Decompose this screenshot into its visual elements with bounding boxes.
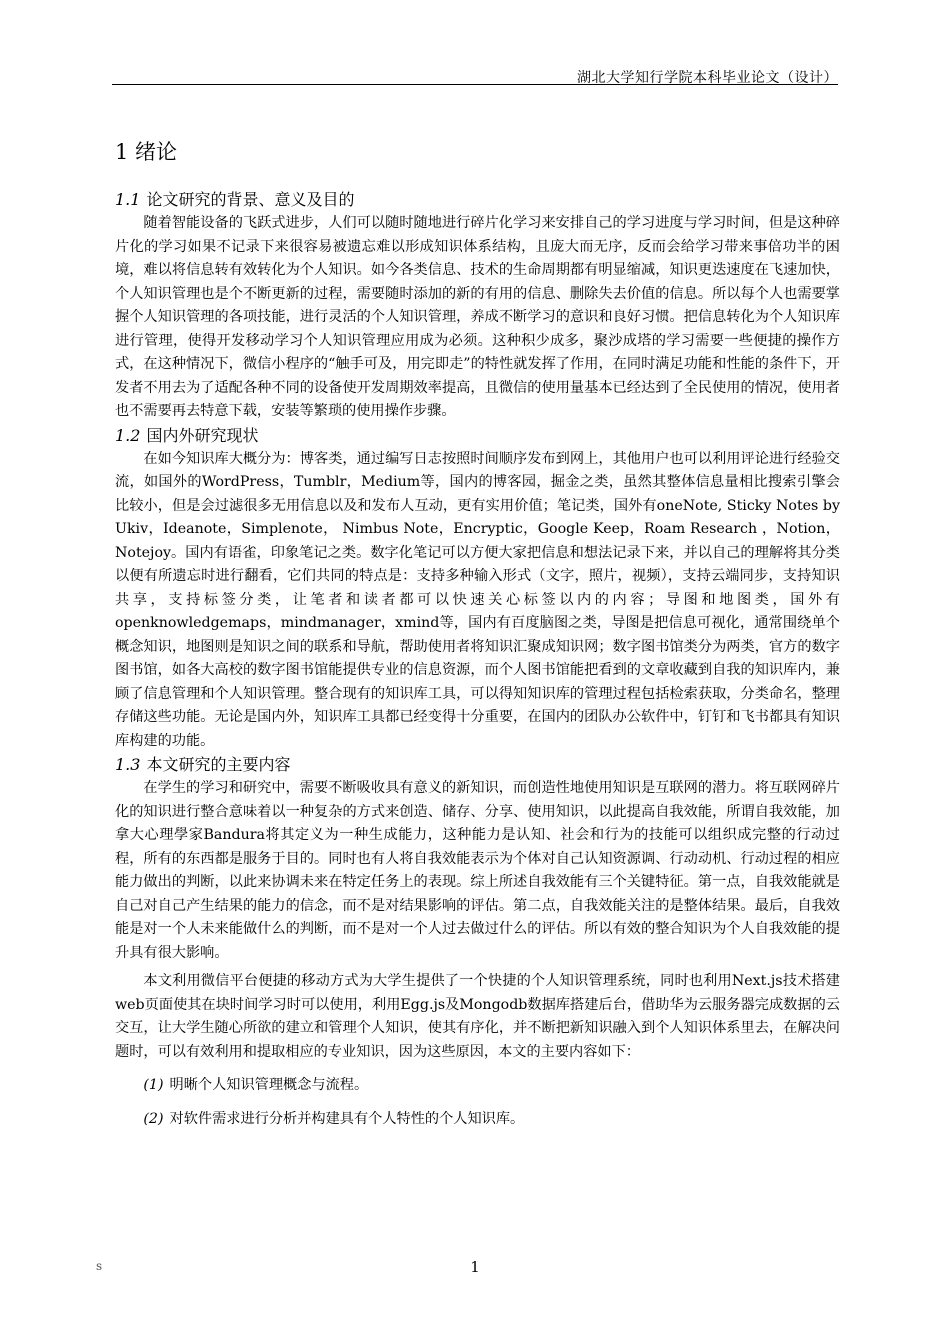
paragraph: 本文利用微信平台便捷的移动方式为大学生提供了一个快捷的个人知识管理系统，同时也利用Next.js技术搭建web页面使其在块时间学习时可以使用，利用Egg.js及Mongodb数据库搭建后台，借助华为云服务器完成数据的云交互，让大学生随心所欲的建立和管理个人知识，使其有序化，并不断把新知识融入到个人知识体系里去，在解决问题时，可以有效利用和提取相应的专业知识，因为这些原因，本文的主要内容如下： [115,973,840,1060]
list-item-number: (1) [143,1077,164,1093]
list-item [115,1108,840,1132]
section-number: 1.1 [115,190,141,209]
section-heading-1-3 [115,753,840,777]
list-item [115,1074,840,1098]
header-rule [112,84,838,85]
chapter-title: 1 绪论 [115,140,178,164]
section-title: 本文研究的主要内容 [146,755,291,774]
page-number: 1 [470,1258,480,1276]
list-item-number: (2) [143,1110,164,1127]
section-number: 1.3 [115,755,141,774]
footer-mark: s [96,1259,103,1273]
list-item-text: 明晰个人知识管理概念与流程。 [169,1077,369,1093]
section-heading-1-2 [115,424,840,448]
list-item-text: 对软件需求进行分析并构建具有个人特性的个人知识库。 [169,1110,525,1127]
document-body [115,136,840,1131]
section-title: 论文研究的背景、意义及目的 [146,190,355,209]
page-header-title: 湖北大学知行学院本科毕业论文（设计） [577,70,838,86]
section-number: 1.2 [115,425,141,445]
paragraph: 在学生的学习和研究中，需要不断吸收具有意义的新知识，而创造性地使用知识是互联网的潜力。将互联网碎片化的知识进行整合意味着以一种复杂的方式来创造、储存、分享、使用知识，以此提高自我效能，所谓自我效能，加拿大心理學家Bandura将其定义为一种生成能力，这种能力是认知、社会和行为的技能可以组织成完整的行动过程，所有的东西都是服务于目的。同时也有人将自我效能表示为个体对自己认知资源调、行动动机、行动过程的相应能力做出的判断，以此来协调未来在特定任务上的表现。综上所述自我效能有三个关键特征。第一点，自我效能就是自己对自己产生结果的能力的信念，而不是对结果影响的评估。第二点，自我效能关注的是整体结果。最后，自我效能是对一个人未来能做什么的判断，而不是对一个人过去做过什么的评估。所以有效的整合知识为个人自我效能的提升具有很大影响。 [115,780,840,961]
section-title: 国内外研究现状 [146,425,259,445]
section-heading-1-1 [115,188,840,212]
paragraph: 随着智能设备的飞跃式进步，人们可以随时随地进行碎片化学习来安排自己的学习进度与学习时间，但是这种碎片化的学习如果不记录下来很容易被遗忘难以形成知识体系结构，且庞大而无序，反而会给学习带来事倍功半的困境，难以将信息转有效转化为个人知识。如今各类信息、技术的生命周期都有明显缩减，知识更迭速度在飞速加快，个人知识管理也是个不断更新的过程，需要随时添加的新的有用的信息、删除失去价值的信息。所以每个人也需要掌握个人知识管理的各项技能，进行灵活的个人知识管理，养成不断学习的意识和良好习惯。把信息转化为个人知识库进行管理，使得开发移动学习个人知识管理应用成为必须。这种积少成多，聚沙成塔的学习需要一些便捷的操作方式，在这种情况下，微信小程序的“触手可及，用完即走”的特性就发挥了作用，在同时满足功能和性能的条件下，开发者不用去为了适配各种不同的设备使开发周期效率提高，且微信的使用量基本已经达到了全民使用的情况，使用者也不需要再去特意下载，安装等繁琐的使用操作步骤。 [115,215,840,419]
paragraph: 在如今知识库大概分为：博客类，通过编写日志按照时间顺序发布到网上，其他用户也可以利用评论进行经验交流，如国外的WordPress，Tumblr，Medium等，国内的博客园，掘金之类，虽然其整体信息量相比搜索引擎会比较小，但是会过滤很多无用信息以及和发布人互动，更有实用价值；笔记类，国外有oneNote, Sticky Notes by Ukiv，Ideanote，Simplenote， Nimbus Note，Encryptic，Google Keep，Roam Research ，Notion，Notejoy。国内有语雀，印象笔记之类。数字化笔记可以方便大家把信息和想法记录下来，并以自己的理解将其分类以便有所遗忘时进行翻看，它们共同的特点是：支持多种输入形式（文字，照片，视频），支持云端同步，支持知识共享，支持标签分类，让笔者和读者都可以快速关心标签以内的内容；导图和地图类，国外有openknowledgemaps，mindmanager，xmind等，国内有百度脑图之类，导图是把信息可视化，通常围绕单个概念知识，地图则是知识之间的联系和导航，帮助使用者将知识汇聚成知识网；数字图书馆类分为两类，官方的数字图书馆，如各大高校的数字图书馆能提供专业的信息资源，而个人图书馆能把看到的文章收藏到自我的知识库内，兼顾了信息管理和个人知识管理。整合现有的知识库工具，可以得知知识库的管理过程包括检索获取，分类命名，整理存储这些功能。无论是国内外，知识库工具都已经变得十分重要，在国内的团队办公软件中，钉钉和飞书都具有知识库构建的功能。 [115,450,840,749]
